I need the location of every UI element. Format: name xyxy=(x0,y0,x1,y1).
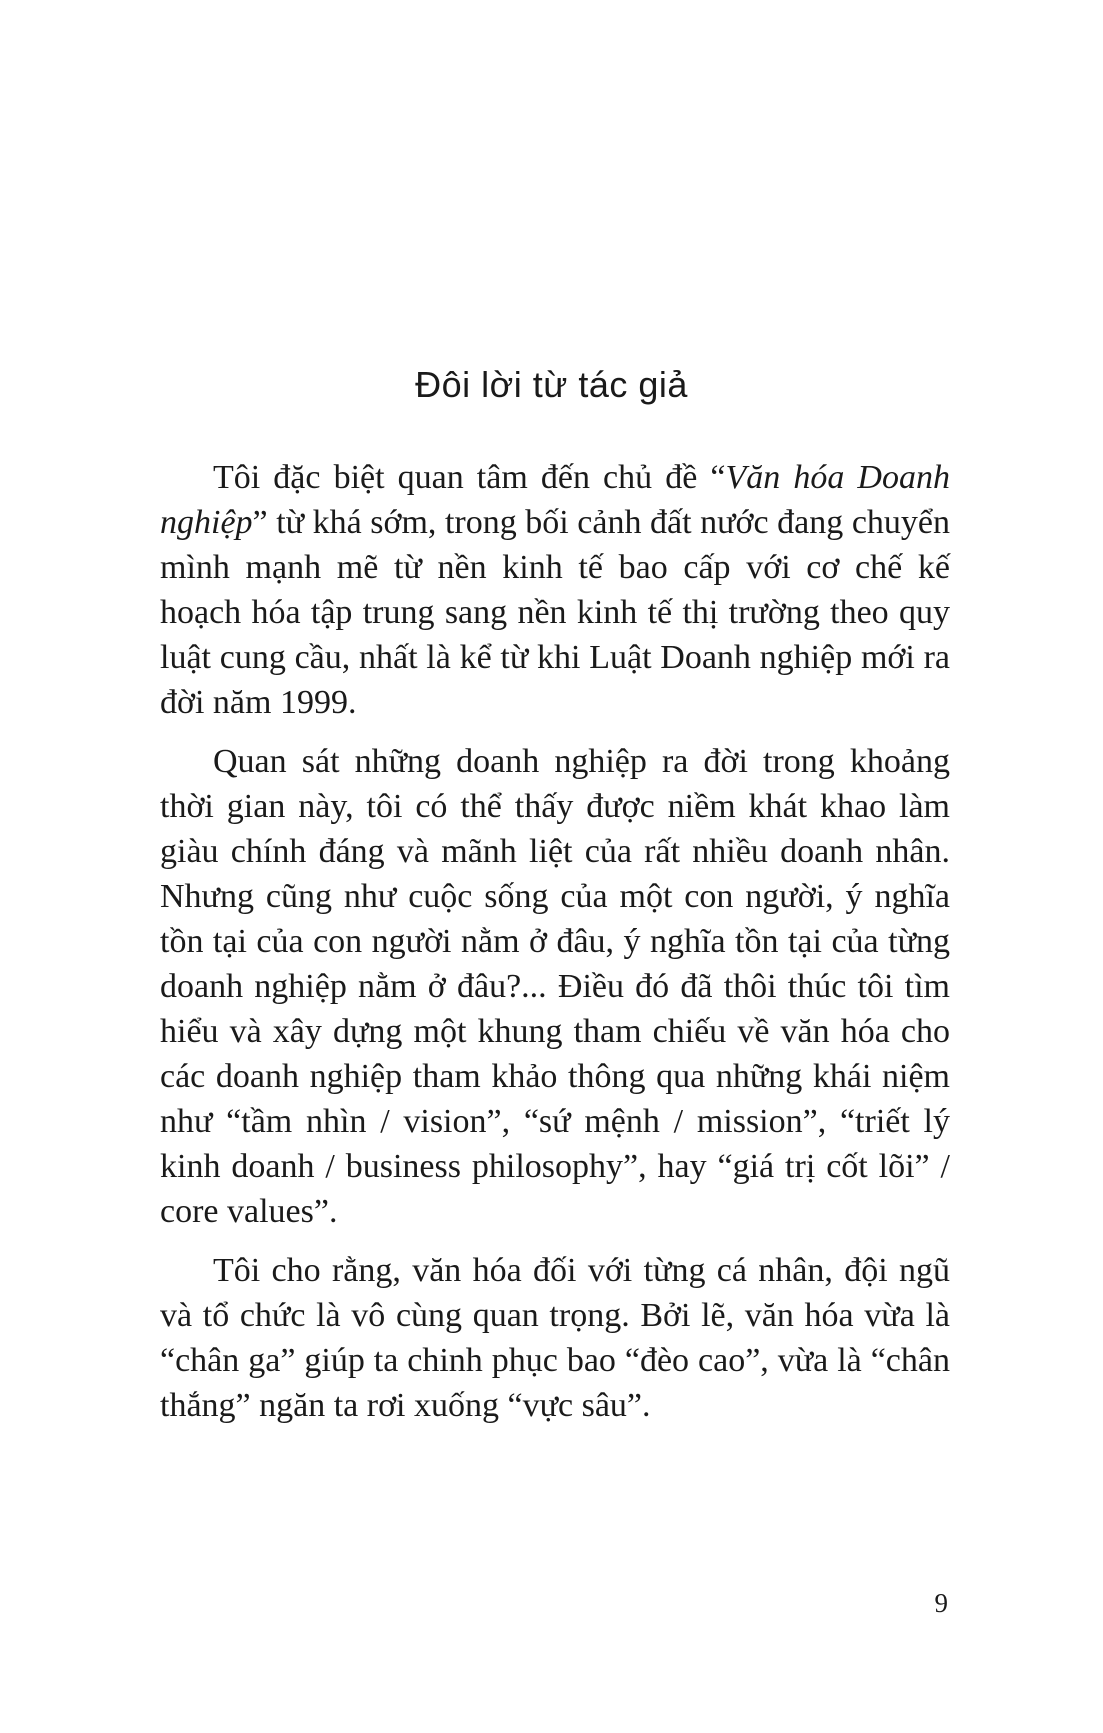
paragraph-1-after: ” từ khá sớm, trong bối cảnh đất nước đang chuyển mình mạnh mẽ từ nền kinh tế bao cấp với cơ chế kế hoạch hóa tập trung sang nền kinh tế thị trường theo quy luật cung cầu, nhất là kể từ khi Luật Doanh nghiệp mới ra đời năm 1999. xyxy=(160,504,950,721)
paragraph-1 xyxy=(160,455,950,725)
page-title: Đôi lời từ tác giả xyxy=(415,364,688,406)
body-text xyxy=(160,455,950,1442)
paragraph-1-before: Tôi đặc biệt quan tâm đến chủ đề “ xyxy=(213,459,726,496)
paragraph-3: Tôi cho rằng, văn hóa đối với từng cá nhân, đội ngũ và tổ chức là vô cùng quan trọng. Bởi lẽ, văn hóa vừa là “chân ga” giúp ta chinh phục bao “đèo cao”, vừa là “chân thắng” ngăn ta rơi xuống “vực sâu”. xyxy=(160,1252,950,1424)
page-number: 9 xyxy=(934,1588,948,1618)
paragraph-1-italic: Văn hóa Doanh nghiệp xyxy=(160,459,950,541)
paragraph-2: Quan sát những doanh nghiệp ra đời trong khoảng thời gian này, tôi có thể thấy được niềm khát khao làm giàu chính đáng và mãnh liệt của rất nhiều doanh nhân. Nhưng cũng như cuộc sống của một con người, ý nghĩa tồn tại của con người nằm ở đâu, ý nghĩa tồn tại của từng doanh nghiệp nằm ở đâu?... Điều đó đã thôi thúc tôi tìm hiểu và xây dựng một khung tham chiếu về văn hóa cho các doanh nghiệp tham khảo thông qua những khái niệm như “tầm nhìn / vision”, “sứ mệnh / mission”, “triết lý kinh doanh / business philosophy”, hay “giá trị cốt lõi” / core values”. xyxy=(160,743,950,1230)
